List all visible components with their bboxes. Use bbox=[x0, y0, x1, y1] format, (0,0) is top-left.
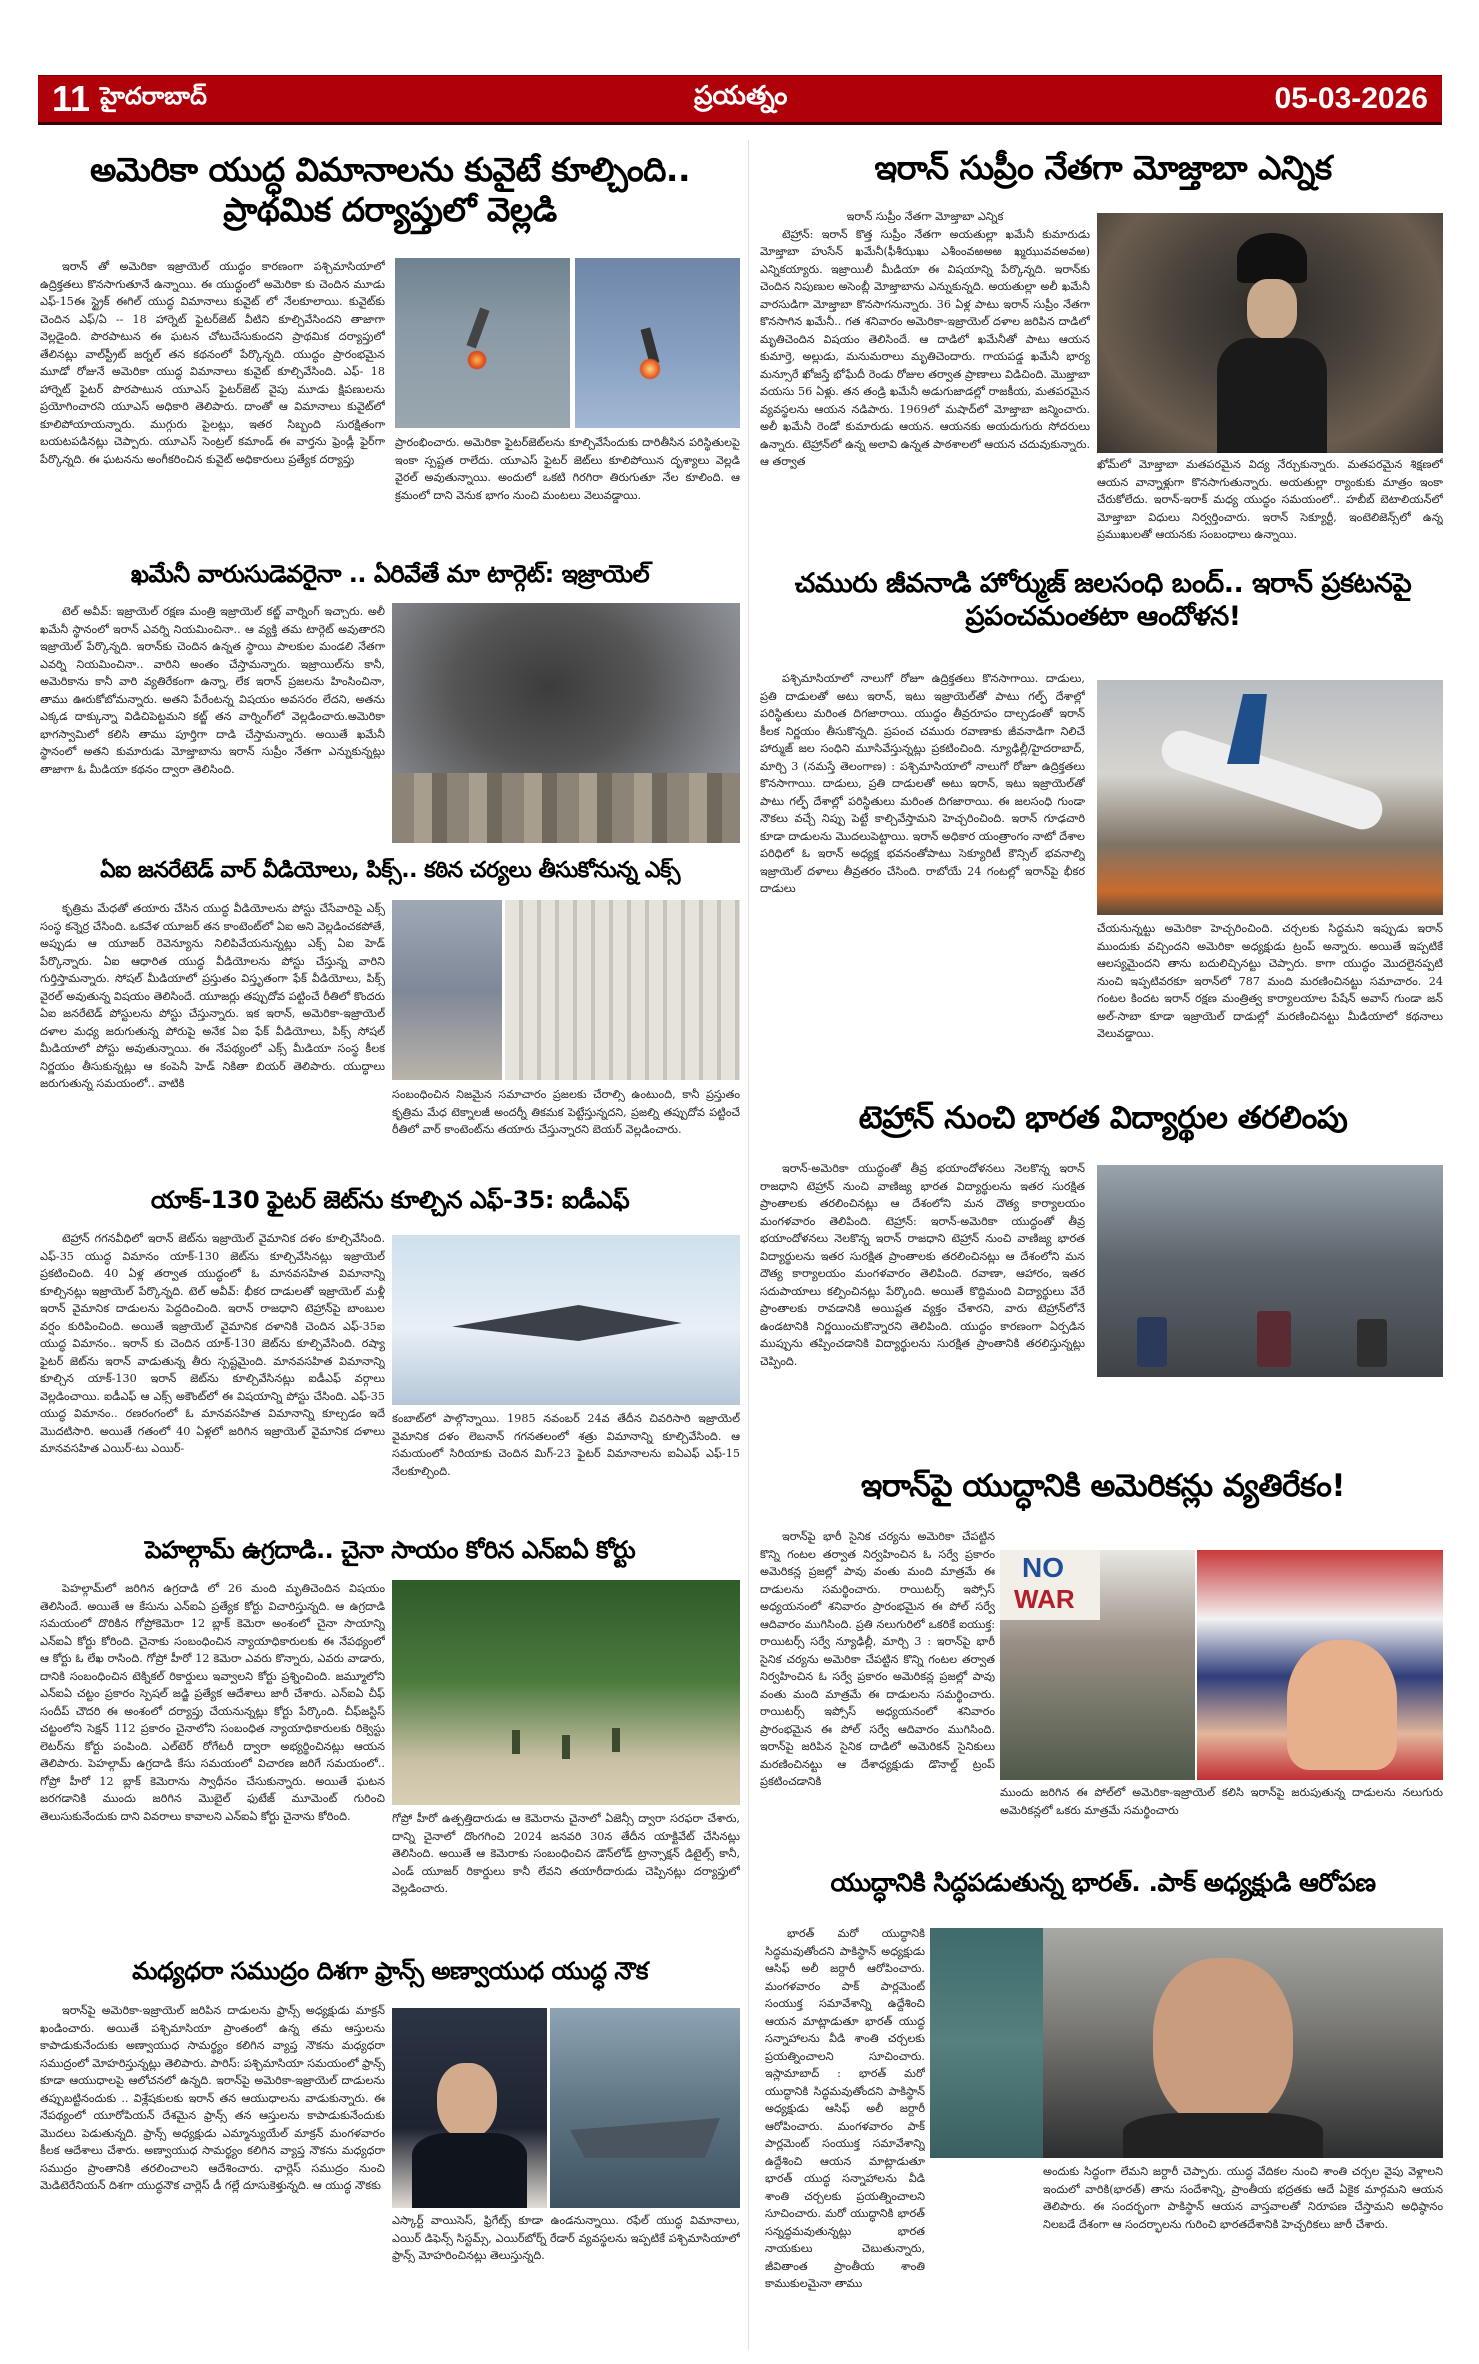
soldier-shape bbox=[512, 1730, 520, 1754]
suitcase-shape bbox=[1137, 1317, 1167, 1367]
face-on-flag-shape bbox=[1287, 1640, 1397, 1770]
photo-ai-coffins bbox=[505, 900, 740, 1080]
headline: పెహల్గామ్ ఉగ్రదాడి.. చైనా సాయం కోరిన ఎన్ఐఏ కోర్టు bbox=[144, 1536, 636, 1564]
subhead: ఇరాన్ సుప్రీం నేతగా మోజ్తాబా ఎన్నిక bbox=[846, 210, 1004, 223]
article-hormuz bbox=[758, 568, 1448, 634]
jet-shape bbox=[466, 307, 489, 348]
body-text: టెహ్రాన్: ఇరాన్ కొత్త సుప్రీం నేతగా అయతుల్లా ఖమేనీ కుమారుడు మోజ్తాబా హుసేన్ ఖమేనీ(ఫీశీఝఖు ఎశీంంవఱఅఱ ఖ్మఝువవఅవఱ) ఎన్నికయ్యారు. ఇజ్రాయిలీ మీడియా ఈ విషయాన్ని పేర్కొన్నది. ఇరాన్‌కు చెందిన నిపుణుల అసెంబ్లీ మోజ్తాబాను ఎన్నుకున్నది. అయతుల్లా అలీ ఖమేనీ వారసుడిగా మోజ్తాబా కొనసాగనున్నారు. 36 ఏళ్ల పాటు ఇరాన్ సుప్రీం నేతగా కొనసాగిన ఖమేనీ.. గత శనివారం అమెరికా-ఇజ్రాయెల్ దళాల జరిపిన దాడిలో మృతిచెందిన విషయం తెలిసిందే. ఆ దాడిలో ఖమేనీతో పాటు ఆయన కుమార్తె, అల్లుడు, మనుమరాలు మృతిచెందారు. గాయపడ్డ ఖమేనీ భార్య మన్సూరే ఖోజస్తే భోఘేదీ రెండు రోజుల తర్వాత ప్రాణాలు విడిచింది. మొజ్తాబా వయసు 56 ఏళ్లు. తన తండ్రి ఖమేనీ అడుగుజాడల్లో రాజకీయ, మతపరమైన వ్యవస్థలను ఆయన నడిపారు. 1969లో మషాద్‌లో మోజ్తాబా జన్మించారు. అలీ ఖమేనీ రెండో కుమారుడు ఆయన. ఆయనకు అయదుగురు సోదరులు ఉన్నారు. టెహ్రాన్‌లో ఉన్న అలావి ఉన్నత పాఠశాలలో ఆయన చదువుకున్నారు. ఆ తర్వాత bbox=[760, 227, 1090, 468]
body-text: పెహల్గామ్‌లో జరిగిన ఉగ్రదాడి లో 26 మంది మృతిచెందిన విషయం తెలిసిందే. అయితే ఆ కేసును ఎన్ఐఏ ప్రత్యేక కోర్టు విచారిస్తున్నది. ఆ ఉగ్రదాడి సమయంలో దొరికిన గోప్రోకెమెరా 12 బ్లాక్ కెమెరా అంశంలో చైనా సాయాన్ని ఎన్ఐఏ కోర్టు కోరింది. చైనాకు సంబంధించిన న్యాయాధికారులకు ఈ నేపథ్యంలో ఆ కోర్టు ఓ లేఖ రాసింది. గోప్రో హీరో 12 కెమెరా ఎవరు కొన్నారు, ఎవరు వాడారు, దానికి సంబంధించిన టెక్నికల్ రికార్డులు ఇవ్వాలని కోర్టు ప్రశ్నించింది. జమ్మూలోని ఎన్ఐఏ చట్టం ప్రకారం స్పెషల్ జడ్జి ప్రత్యేక ఆదేశాలు జారీ చేశారు. ఎన్ఐఏ చీఫ్ సందీప్ చౌదరి ఈ అంశంలో దర్యాప్తు చేయనున్నట్లు కోర్టు పేర్కొంది. చీఫ్‌జస్టిస్ చట్టంలోని సెక్షన్ 112 ప్రకారం చైనాలోని సంబంధిత న్యాయాధికారులకు రిక్వెస్టు లెటర్‌ను కోర్టు పంపింది. ఎల్‌టెర్ రోగేటరీ ద్వారా అభ్యర్థించినట్లు ఆయన తెలిపారు. పెహల్గామ్ ఉగ్రదాడి కేసు సమయంలో విచారణ జరిగే సమయంలో.. గోప్రో హీరో 12 బ్లాక్ కెమెరాను స్వాధీనం చేసుకున్నారు. అయితే ఘటన జరగడానికి ముందు జరిగిన మొబైల్ ఫుటేజ్ మూమెంట్ గురించి తెలుసుకునేందుకు దాని వివరాలు కావాలని ఎన్ఐఏ కోర్టు చైనాను కోరింది. bbox=[40, 1582, 385, 1823]
article-body bbox=[760, 208, 1090, 560]
article-pahalgam bbox=[40, 1536, 740, 1565]
article-body bbox=[760, 670, 1085, 1080]
article-israel-target bbox=[40, 560, 740, 589]
robe-shape bbox=[1217, 338, 1327, 453]
photo-emmanuel-macron bbox=[392, 2008, 547, 2208]
suit-shape bbox=[1123, 2113, 1323, 2158]
photo-caption: ఖోమ్‌లో మోజ్తాబా మతపరమైన విద్య నేర్చుకున్నారు. మతపరమైన శిక్షణలో ఆయన వాన్నాళ్లుగా కొనసాగుతున్నారు. అయతుల్లా ర్యాంకుకు మాత్రం ఇంకా చేరుకోలేదు. ఇరాన్-ఇరాక్ మధ్య యుద్ధం సమయంలో.. హబీబ్ బెటాలియన్‌లో మోజ్తాబా విధులు నిర్వర్తించారు. ఇరాన్ సెక్యూర్టీ, ఇంటెలిజెన్స్‌లో ఉన్న ప్రముఖులతో ఆయనకు సంబంధాలు ఉన్నాయి. bbox=[1097, 458, 1443, 541]
masthead-left bbox=[52, 78, 207, 120]
photo-no-war-protest bbox=[1000, 1550, 1195, 1780]
body-text: కృత్రిమ మేధతో తయారు చేసిన యుద్ధ వీడియోలను పోస్టు చేసేవారిపై ఎక్స్ సంస్థ కన్నెర్ర చేసింది. ఒకవేళ యూజర్ తన కాంటెంట్‌లో ఏఐ అని వెల్లడించకపోతే, అప్పుడు ఆ యూజర్ రెవెన్యూను నిలిపివేయనున్నట్లు ఎక్స్ ఏఐ హెడ్ పేర్కొన్నారు. ఏఐ ఆధారిత యుద్ధ వీడియోలను పోస్టు చేస్తున్న వారిని గుర్తిస్తామన్నారు. సోషల్ మీడియాలో ప్రస్తుతం విస్తృతంగా ఫేక్ వీడియోలు, పిక్స్ వైరల్ అవుతున్న విషయం తెలిసిందే. యూజర్లు తప్పుదోవ పట్టించే రీతిలో కొందరు ఏఐ జనరేటెడ్ పోస్టులను పోస్టు చేస్తున్నారు. ఇక ఇరాన్, అమెరికా-ఇజ్రాయెల్ దళాల మధ్య జరుగుతున్న పోరుపై అనేక ఏఐ ఫేక్ వీడియోలు, పిక్స్ సోషల్ మీడియాలో పోస్టు అవుతున్నాయి. ఈ నేపథ్యంలో ఎక్స్ మీడియా సంస్థ కీలక నిర్ణయం తీసుకున్నట్లు ఆ కంపెనీ హెడ్ నికితా బియర్ తెలిపారు. యుద్ధాలు జరుగుతున్న సమయంలో.. వాటికి bbox=[40, 902, 385, 1090]
article-body bbox=[765, 1925, 925, 2360]
article-france bbox=[40, 1957, 740, 1986]
body-text: ఇరాన్‌పై భారీ సైనిక చర్యను అమెరికా చేపట్టిన కొన్ని గంటల తర్వాత నిర్వహించిన ఓ సర్వే ప్రకారం అమెరికన్ల ప్రజల్లో పావు వంతు మంది మాత్రమే ఈ దాడులను సమర్థించారు. రాయిటర్స్ ఇప్సోస్ అధ్యయనంలో శనివారం ప్రారంభమైన ఈ పోల్ సర్వే ఆదివారం ముగిసింది. ప్రతి నలుగురిలో ఒకరికే ఐయుక్త: రాయిటర్స్ సర్వే న్యూఢిల్లీ, మార్చి 3 : ఇరాన్‌పై భారీ సైనిక చర్యను అమెరికా చేపట్టిన కొన్ని గంటల తర్వాత నిర్వహించిన ఓ సర్వే ప్రకారం అమెరికన్ల ప్రజల్లో పావు వంతు మంది మాత్రమే ఈ దాడులను సమర్థించారు. రాయిటర్స్ ఇప్సోస్ అధ్యయనంలో శనివారం ప్రారంభమైన ఈ పోల్ సర్వే ఆదివారం ముగిసింది. ఇరాన్‌పై జరిపిన సైనిక దాడిలో అమెరికన్ సైనికులు మరణించినట్టు ఆ దేశాధ్యక్షుడు డొనాల్డ్ ట్రంప్ ప్రకటించడానికి bbox=[760, 1530, 995, 1788]
article-body bbox=[40, 2002, 385, 2292]
face-shape bbox=[1247, 279, 1297, 339]
photo-f35-jet bbox=[392, 1235, 740, 1405]
body-text: ఇరాన్ తో అమెరికా ఇజ్రాయెల్ యుద్ధం కారణంగా పశ్చిమాసియాలో ఉద్రిక్తతలు కొనసాగుతూనే ఉన్నాయి. ఈ యుద్ధంలో అమెరికా కు చెందిన మూడు ఎఫ్-15ఈ స్ట్రైక్ ఈగిల్ యుద్ధ విమానాలు కువైట్ లో నేలకూలాయి. కువైట్‌కు చెందిన ఎఫ్/ఏ -- 18 హార్నెట్ ఫైటర్‌జెట్ వీటిని కూల్చివేసిందని తాజాగా వెల్లడైంది. పొరపాటున ఈ ఘటన చోటుచేసుకుందని ప్రాథమిక దర్యాప్తులో తేలినట్లు వాల్‌స్ట్రీట్ జర్నల్ తన కథనంలో పేర్కొన్నది. యుద్ధం ప్రారంభమైన మూడో రోజునే అమెరికా యుద్ధ విమానాలు కువైట్ కూల్చివేసింది. ఎఫ్- 18 హార్నెట్ ఫైటర్ పొరపాటున యూఎస్ ఫైటర్‌జెట్ వైపు మూడు క్షిపణులను ప్రయోగించారని యూఎస్ అధికారి తెలిపారు. దాంతో ఆ విమానాలు కువైట్‌లో కూలిపోయాయన్నారు. ముగ్గురు పైలట్లు, ఇతర సిబ్బంది సురక్షితంగా బయటపడినట్లు చెప్పారు. యూఎస్ సెంట్రల్ కమాండ్ ఈ వార్తను ఫ్రెండ్లీ ఫైర్‌గా పేర్కొన్నది. ఈ ఘటనను అంగీకరించిన కువైట్ అధికారులు ప్రత్యేక దర్యాప్తు bbox=[40, 260, 385, 466]
masthead-bar bbox=[38, 75, 1442, 125]
face-shape bbox=[437, 2063, 497, 2138]
article-supreme-leader bbox=[758, 148, 1448, 188]
suitcase-shape bbox=[1257, 1311, 1291, 1367]
page-number: 11 bbox=[52, 78, 91, 119]
body-text: పశ్చిమాసియాలో నాలుగో రోజూ ఉద్రిక్తతలు కొనసాగాయి. దాడులు, ప్రతి దాడులతో అటు ఇరాన్, ఇటు ఇజ్రాయెల్‌తో పాటు గల్ఫ్ దేశాల్లో పరిస్థితులు మరింత దిగజారాయి. యుద్ధం తీవ్రరూపం దాల్చడంతో ఇరాన్ కీలక నిర్ణయం తీసుకొన్నది. ప్రపంచ చమురు రవాణాకు జీవనాడిగా నిలిచే హార్ముజ్ జల సంధిని మూసివేస్తున్నట్లు ప్రకటించింది. న్యూఢిల్లీ/హైదరాబాద్, మార్చి 3 (నమస్తే తెలంగాణ) : పశ్చిమాసియాలో నాలుగో రోజూ ఉద్రిక్తతలు కొనసాగాయి. దాడులు, ప్రతి దాడులతో అటు ఇరాన్, ఇటు ఇజ్రాయెల్‌తో పాటు గల్ఫ్ దేశాల్లో పరిస్థితులు మరింత దిగజారాయి. ఈ జలసంధి గుండా నౌకలు వచ్చే నిప్పు పెట్టే కాల్చివేస్తామని హెచ్చరించింది. ఇరాన్ గూఢచారి కూడా దాడులను మొదలుపెట్టాయి. ఇరాన్ అధికార యంత్రాంగం నాటో దేశాల పరిధిలో ఓ ఇరాన్ అధ్యక్ష భవనంతోపాటు సెక్యూరిటీ కౌన్సిల్ భవనాల్ని ఇజ్రాయెల్ దళాలు తీవ్రతరం చేసింది. రాబోయే 24 గంటల్లో ఇరాన్‌పై భీకర దాడులు bbox=[760, 672, 1085, 895]
body-text: టెహ్రాన్ గగనవీధిలో ఇరాన్ జెట్‌ను ఇజ్రాయెల్ వైమానిక దళం కూల్చివేసింది. ఎఫ్-35 యుద్ధ విమానం యాక్-130 జెట్‌ను కూల్చివేసినట్లు ఇజ్రాయెల్ ప్రకటించింది. 40 ఏళ్ల తర్వాత యుద్ధంలో ఓ మానవసహిత విమానాన్ని కూల్చినట్లు ఇజ్రాయెల్ పేర్కొన్నది. టెల్ అవీవ్: భీకర దాడులతో ఇజ్రాయెల్ మళ్లీ ఇరాన్ వైమానిక దాడులను పెద్దదించింది. ఇరాన్ రాజధాని టెహ్రాన్‌పై బాంబుల వర్షం కురిపించింది. అయితే ఇజ్రాయెల్ వైమానిక దళానికి చెందిన ఎఫ్-35ఐ యుద్ధ విమానం.. ఇరాన్ కు చెందిన యాక్-130 జెట్‌ను కూల్చివేసింది. రష్యా ఫైటర్ జెట్‌ను ఇరాన్ వాడుతున్న తీరు స్పష్టమైంది. మానవసహిత విమానాన్ని కూల్చిన యాక్-130 ఇరాన్ జెట్‌ను కూల్చివేసినట్లు ఐడీఎఫ్ వర్గాలు వెల్లడించాయి. ఐడీఎఫ్ ఆ ఎక్స్ అకౌంట్‌లో ఈ విషయాన్ని పోస్టు చేసింది. ఎఫ్-35 యుద్ధ విమానం.. రణరంగంలో ఓ మానవసహిత విమానాన్ని కూల్చడం ఇదే మొదటిసారి. అయితే గతంలో 40 ఏళ్లలో జరిగిన ఇజ్రాయెల్ వైమానిక దళాలు మానవసహిత ఎయిర్-టు ఎయిర్- bbox=[40, 1232, 385, 1455]
protest-sign bbox=[1000, 1550, 1100, 1620]
fuselage-shape bbox=[1156, 725, 1387, 834]
photo-pahalgam-soldiers bbox=[392, 1580, 740, 1805]
article-body bbox=[40, 1580, 385, 1940]
photo-caption: సంబంధించిన నిజమైన సమాచారం ప్రజలకు చేరాల్సి ఉంటుంది, కానీ ప్రస్తుతం కృత్రిమ మేధ టెక్నాలజీ అందర్నీ తికమక పెట్టేస్తున్నదని, ప్రజల్ని తప్పుదోవ పట్టించే రీతిలో వార్ కాంటెంట్‌ను తయారు చేస్తున్నారని బెయర్ వెల్లడించారు. bbox=[392, 1088, 740, 1136]
soldier-shape bbox=[562, 1735, 570, 1759]
photo-caption: చేయనున్నట్టు అమెరికా హెచ్చరించింది. చర్చలకు సిద్ధమని ఇప్పుడు ఇరాన్ ముందుకు వచ్చిందని అమెరికా అధ్యక్షుడు ట్రంప్ అన్నారు. అయితే ఇప్పటికే ఆలస్యమైందని తాను బదులిచ్చినట్టు చెప్పారు. కాగా యుద్ధం మొదలైనప్పటి నుంచి ఇప్పటివరకూ ఇరాన్‌లో 787 మంది మరణించినట్టు సమాచారం. 24 గంటల కిందట ఇరాన్ రక్షణ మంత్రిత్వ కార్యాలయాల పేషేన్ అవాస్ గుండా జన్ అల్-సాబా కూడా ఇజ్రాయెల్ దాడుల్లో మరణించినట్టు మీడియాలో కథనాలు వెలువడ్డాయి. bbox=[1097, 922, 1443, 1040]
article-body bbox=[760, 1160, 1085, 1450]
photo-caption: ముందు జరిగిన ఈ పోల్‌లో అమెరికా-ఇజ్రాయెల్ కలిసి ఇరాన్‌పై జరుపుతున్న దాడులను నలుగురు అమెరికన్లలో ఒకరు మాత్రమే సమర్థించారు bbox=[1000, 1786, 1443, 1817]
photo-caption: కంబాట్‌లో పాల్గొన్నాయి. 1985 నవంబర్ 24వ తేదీన చివరిసారి ఇజ్రాయెల్ వైమానిక దళం లెబనాన్ గగనతలంలో శత్రు విమానాన్ని కూల్చివేసింది. ఆ సమయంలో సిరియాకు చెందిన మిగ్-23 ఫైటర్ విమానాలను ఐఏఎఫ్ ఎఫ్-15 నేలకూల్చింది. bbox=[392, 1412, 740, 1478]
face-shape bbox=[1153, 1958, 1293, 2128]
headline: ఇరాన్‌పై యుద్ధానికి అమెరికన్లు వ్యతిరేకం! bbox=[861, 1468, 1345, 1504]
issue-date: 05-03-2026 bbox=[1274, 82, 1428, 115]
photo-background-texture bbox=[930, 1928, 1043, 2158]
photo-ai-city-ruins bbox=[392, 900, 502, 1080]
jet-shape bbox=[452, 1305, 682, 1341]
article-f35 bbox=[40, 1186, 740, 1215]
tail-fin-shape bbox=[1227, 694, 1267, 764]
suit-shape bbox=[412, 2133, 527, 2208]
headline: ఏఐ జనరేటెడ్ వార్ వీడియోలు, పిక్స్.. కఠిన చర్యలు తీసుకోనున్న ఎక్స్ bbox=[100, 858, 680, 883]
photo-smoke-over-city bbox=[392, 603, 740, 843]
photo-aircraft-carrier bbox=[550, 2008, 740, 2208]
fire-shape bbox=[639, 358, 661, 380]
sign-text-war: WAR bbox=[1014, 1584, 1075, 1614]
photo-asif-ali-zardari bbox=[1043, 1928, 1443, 2158]
carrier-shape bbox=[570, 2118, 720, 2158]
article-body bbox=[40, 258, 385, 550]
article-kuwait bbox=[40, 150, 740, 231]
article-body bbox=[40, 900, 385, 1170]
headline: చమురు జీవనాడి హోర్ముజ్ జలసంధి బంద్.. ఇరాన్ ప్రకటనపై ప్రపంచమంతటా ఆందోళన! bbox=[794, 568, 1412, 632]
turban-shape bbox=[1237, 233, 1307, 283]
newspaper-name: ప్రయత్నం bbox=[694, 81, 788, 111]
photo-caption: ఎస్కార్ట్ వాయిసెస్, ఫ్రిగేట్స్ కూడా ఉండనున్నాయి. రఫేల్ యుద్ధ విమానాలు, ఎయిర్ డిఫెన్స్ సిస్టమ్స్, ఎయిర్‌బోర్న్ రేడార్ వ్యవస్థలను ఇప్పటికే పశ్చిమాసియాలో ఫ్రాన్స్ మోహరించినట్లు తెలుస్తున్నది. bbox=[392, 2214, 740, 2262]
photo-students-luggage bbox=[1097, 1165, 1443, 1377]
headline: ఖమేనీ వారుసుడెవరైనా .. ఏరివేతే మా టార్గెట్: ఇజ్రాయెల్ bbox=[130, 560, 650, 588]
headline: అమెరికా యుద్ధ విమానాలను కువైటే కూల్చింది.. ప్రాథమిక దర్యాప్తులో వెల్లడి bbox=[90, 150, 690, 230]
soldier-shape bbox=[612, 1728, 620, 1752]
article-ai-videos bbox=[40, 858, 740, 885]
photo-caption: అందుకు సిద్ధంగా లేమని జర్దారీ చెప్పారు. యుద్ధ వేదికల నుంచి శాంతి చర్చల వైపు వెళ్లాలని ఇందులో వారికి(భారత్) తాను సందేశాన్ని, ప్రాంతీయ భద్రతకు ఆదే ఏకైక మార్గమని ఆయన తెలిపారు. ఈ సందర్భంగా పాకిస్థాన్ ఆయన వాస్తవాలతో నిరూపణ చేస్తామని అధిష్ఠానం నిలబడే దేశంగా ఆ సందర్భాలను గురించి భారతదేశానికి హెచ్చరికలు జారీ చేశారు. bbox=[1043, 2165, 1443, 2231]
headline: మధ్యధరా సముద్రం దిశగా ఫ్రాన్స్ అణ్వాయుధ యుద్ధ నౌక bbox=[132, 1957, 648, 1985]
photo-plane-wreck bbox=[1097, 680, 1443, 915]
photo-jet-falling-1 bbox=[395, 258, 570, 428]
photo-jet-falling-2 bbox=[575, 258, 740, 428]
photo-caption: ప్రారంభించారు. అమెరికా ఫైటర్‌జెట్‌లను కూల్చివేసేందుకు దారితీసిన పరిస్థితులపై ఇంకా స్పష్టత రాలేదు. యూఎస్ ఫైటర్ జెట్‌లు కూలిపోయిన దృశ్యాలు వెల్లడి వైరల్ అవుతున్నాయి. అందులో ఒకటి గిరగిరా తిరుగుతూ నేల కూలింది. ఆ క్రమంలో దాని వెనుక భాగం నుంచి మంటలు వెలువడ్డాయి. bbox=[395, 436, 740, 502]
body-text: టెల్ అవీవ్: ఇజ్రాయెల్ రక్షణ మంత్రి ఇజ్రాయెల్ కట్జ్ వార్నింగ్ ఇచ్చారు. అలీ ఖమేనీ స్థానంలో ఇరాన్ ఎవర్ని నియమించినా.. ఆ వ్యక్తి తమ టార్గెట్ అవుతారని ఇజ్రాయెల్ పేర్కొన్నది. ఇరాన్‌కు చెందిన ఉన్నత స్థాయి పాలకుల మండలి నేతగా ఎవర్ని నియమించినా.. వారిని అంతం చేస్తామన్నారు. ఇజ్రాయిల్‌ను కానీ, అమెరికాను కానీ వారి వ్యతిరేకంగా ఉన్నా, లేక ఇరాన్ ప్రజలను హింసించినా, తాము ఊరుకోబోమన్నారు. అతని పేరేంటన్న విషయం అవసరం లేదని, అతను ఎక్కడ దాక్కున్నా విడిచిపెట్టమని కట్జ్ తన వార్నింగ్‌లో వెల్లడించారు.అమెరికా భాగస్వామిలో కలిసి తాము పూర్తిగా దాడి చేస్తామన్నారు. అయితే ఖమేనీ స్థానంలో అతని కుమారుడు మోజ్తాబాను ఇరాన్ సుప్రీం నేతగా ఎన్నుకున్నట్లు తాజాగా ఓ మీడియా కథనం ద్వారా తెలిసింది. bbox=[40, 605, 385, 776]
photo-caption: గోప్రో హీరో ఉత్పత్తిదారుడు ఆ కెమెరాను చైనాలో ఏజెన్సీ ద్వారా సరఫరా చేశారు, దాన్ని చైనాలో దొంగగించి 2024 జనవరి 30న తేదీన యాక్టివేట్ చేసినట్లు తెలిసింది. అయితే ఆ కెమెరాకు సంబంధించిన డౌన్‌లోడ్ ట్రాన్సాక్షన్ డిటైల్స్ కానీ, ఎండ్ యూజర్ రికార్డులు కానీ లేవని తయారీదారుడు చెప్పినట్లు దర్యాప్తులో వెల్లడించారు. bbox=[392, 1812, 740, 1895]
article-body bbox=[760, 1528, 995, 1848]
edition-city: హైదరాబాద్ bbox=[100, 82, 207, 110]
body-text: ఇరాన్‌పై అమెరికా-ఇజ్రాయెల్ జరిపిన దాడులను ఫ్రాన్స్ అధ్యక్షుడు మాక్రన్ ఖండించారు. అయితే పశ్చిమాసియా ప్రాంతంలో ఉన్న తమ ఆస్తులను కాపాడుకునేందుకు అణ్వాయుధ సామర్థ్యం కలిగిన వ్యాప్త నౌకను మధ్యధరా సముద్రంలో మోహరిస్తున్నట్లు తెలిపారు. పారిస్: పశ్చిమాసియా సమయంలో ఫ్రాన్స్ కూడా ఆయుధాలపై ఆలోచనలో ఉన్నది. ఇరాన్‌పై అమెరికా-ఇజ్రాయెల్ దాడులను తప్పుబట్టినందుకు .. విశ్లేషకులకు ఇరాన్ తన ఆయుధాలను వాడుకున్నారు. ఈ నేపథ్యంలో యూరోపియన్ దేశమైన ఫ్రాన్స్ తన ఆస్తులను కాపాడుకునేందుకు మొదలు పెడుతున్నది. ఫ్రాన్స్ అధ్యక్షుడు ఎమ్మాన్యుయేల్ మాక్రన్ మంగళవారం కీలక ఆదేశాలు చేశారు. అణ్వాయుధ సామర్థ్యం కలిగిన వ్యాప్త నౌకను మధ్యధరా సముద్రం ప్రాంతానికి తరలించాలని ఆదేశించారు. ఛార్లెస్ సముద్రం నుంచి మెడిటెరేనియన్ దిశగా యుద్ధనౌక చార్లెస్ డీ గల్లే దూసుకెళ్తున్నది. ఆ యుద్ధ నౌకకు bbox=[40, 2004, 385, 2192]
article-body bbox=[40, 1230, 385, 1520]
article-pakistan bbox=[758, 1868, 1448, 1899]
headline: ఇరాన్ సుప్రీం నేతగా మోజ్తాబా ఎన్నిక bbox=[874, 148, 1332, 187]
suitcase-shape bbox=[1357, 1319, 1387, 1367]
photo-mojtaba-khamenei bbox=[1097, 213, 1443, 453]
article-us-against-war bbox=[758, 1468, 1448, 1506]
headline: యుద్ధానికి సిద్ధపడుతున్న భారత్. .పాక్ అధ్యక్షుడి ఆరోపణ bbox=[830, 1868, 1376, 1897]
headline: యాక్-130 ఫైటర్ జెట్‌ను కూల్చిన ఎఫ్-35: ఐడీఎఫ్ bbox=[150, 1186, 630, 1214]
body-text: ఇరాన్-అమెరికా యుద్ధంతో తీవ్ర భయాందోళనలు నెలకొన్న ఇరాన్ రాజధాని టెహ్రాన్ నుంచి వాణిజ్య భారత విద్యార్థులను ఇతర సురక్షిత ప్రాంతాలకు తరలించినట్లు ఆ దేశంలోని మన దౌత్య కార్యాలయం మంగళవారం తెలిపింది. టెహ్రాన్: ఇరాన్-అమెరికా యుద్ధంతో తీవ్ర భయాందోళనలు నెలకొన్న ఇరాన్ రాజధాని టెహ్రాన్ నుంచి వాణిజ్య భారత విద్యార్థులను ఇతర సురక్షిత ప్రాంతాలకు తరలించినట్లు ఆ దేశంలోని మన దౌత్య కార్యాలయం మంగళవారం తెలిపింది. రవాణా, ఆహారం, ఇతర సదుపాయాలు కల్పించినట్లు పేర్కొంది. అయితే కొద్దిమంది విద్యార్థులు వేరే ప్రాంతాలకు రావడానికి అయిష్టత వ్యక్తం చేశారని, వారు టెహ్రాన్‌లోనే ఉండటానికి నిర్ణయించుకొన్నారని తెలిపింది. యుద్ధం కారణంగా ఏర్పడిన ముప్పును తప్పించడానికి విద్యార్థులను సురక్షిత ప్రాంతానికి తరలిస్తున్నట్లు చెప్పింది. bbox=[760, 1162, 1085, 1368]
body-text: భారత్ మరో యుద్ధానికి సిద్ధమవుతోందని పాకిస్థాన్ అధ్యక్షుడు ఆసిఫ్ అలీ జర్దారీ ఆరోపించారు. మంగళవారం పాక్ పార్లమెంట్ సంయుక్త సమావేశాన్ని ఉద్దేశించి ఆయన మాట్లాడుతూ భారత్ యుద్ధ సన్నాహాలను వీడి శాంతి చర్చలకు ప్రయత్నించాలని సూచించారు. ఇస్లామాబాద్ : భారత్ మరో యుద్ధానికి సిద్ధమవుతోందని పాకిస్థాన్ అధ్యక్షుడు ఆసిఫ్ అలీ జర్దారీ ఆరోపించారు. మంగళవారం పాక్ పార్లమెంట్ సంయుక్త సమావేశాన్ని ఉద్దేశించి ఆయన మాట్లాడుతూ భారత్ యుద్ధ సన్నాహాలను వీడి శాంతి చర్చలకు ప్రయత్నించాలని సూచించారు. మరో యుద్ధానికి భారత్ సన్నద్ధమవుతున్నట్లు భారత నాయకులు చెబుతున్నారు, జీవితాంత ప్రాంతీయ శాంతి కాముకులమైనా తాము bbox=[765, 1927, 925, 2290]
article-body bbox=[40, 603, 385, 843]
photo-flag-rally bbox=[1197, 1550, 1443, 1780]
fire-shape bbox=[467, 350, 487, 370]
headline: టెహ్రాన్ నుంచి భారత విద్యార్థుల తరలింపు bbox=[858, 1100, 1348, 1136]
article-students bbox=[758, 1100, 1448, 1138]
sign-text-no: NO bbox=[1022, 1552, 1064, 1583]
column-divider bbox=[748, 140, 749, 2350]
buildings-shape bbox=[392, 773, 740, 843]
